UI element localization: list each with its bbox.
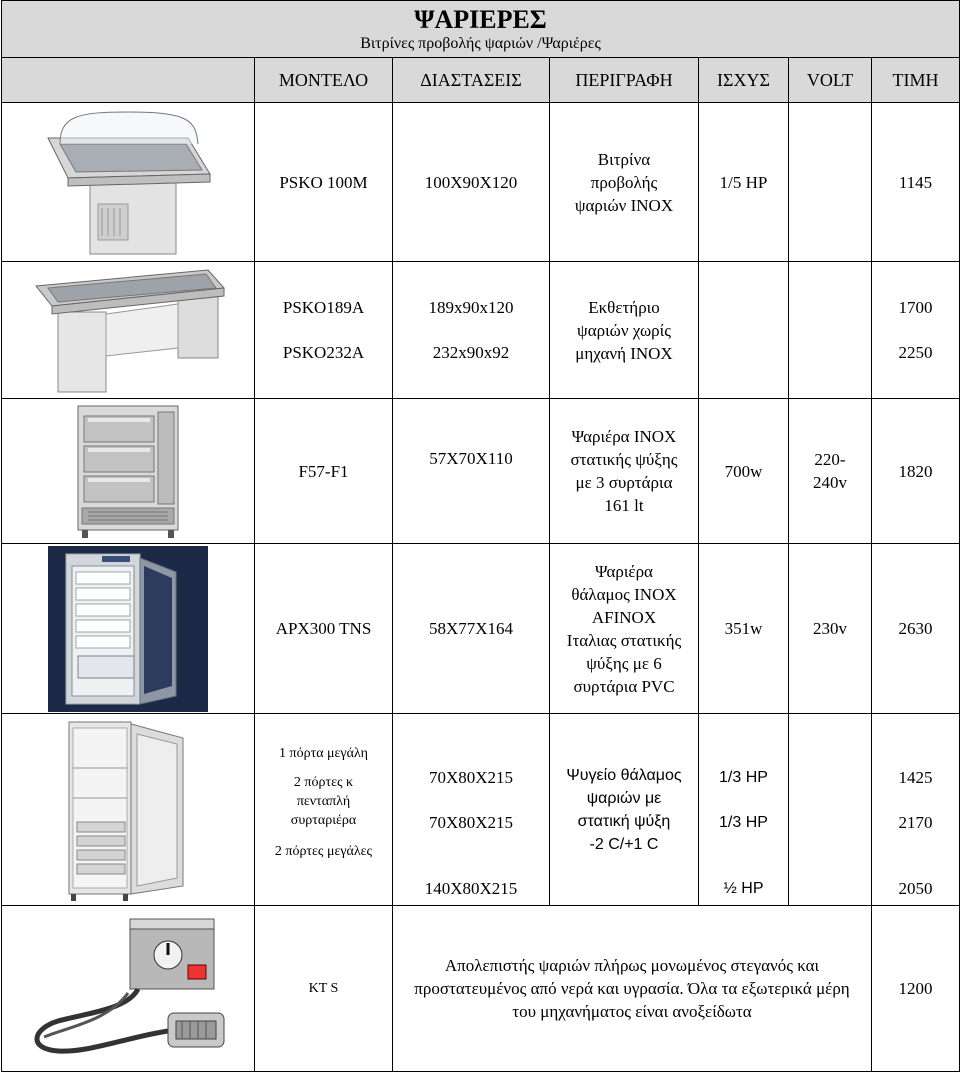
- model-cell: F57-F1: [255, 399, 393, 544]
- dimensions-cell: 58X77X164: [393, 544, 550, 714]
- description-cell: [550, 399, 699, 544]
- dimensions-cell: 57X70X110: [393, 399, 550, 544]
- drawer-cabinet-icon: [48, 402, 208, 540]
- power-line: 1/3 HP: [719, 769, 768, 786]
- volt-cell: [789, 103, 872, 262]
- table-row: [2, 714, 960, 906]
- product-image-cell: [2, 103, 255, 262]
- volt-cell: [789, 262, 872, 399]
- col-model-header: ΜΟΝΤΕΛΟ: [255, 58, 393, 103]
- model-cell: KT S: [255, 906, 393, 1072]
- col-power-header: ΙΣΧΥΣ: [699, 58, 789, 103]
- description-line: συρτάρια PVC: [573, 676, 675, 696]
- model-cell: APX300 TNS: [255, 544, 393, 714]
- page-title: ΨΑΡΙΕΡΕΣ: [414, 5, 547, 34]
- price-line: 1700: [898, 298, 933, 317]
- price-cell: 1145: [872, 103, 960, 262]
- description-line: Ιταλιας στατικής: [566, 630, 682, 650]
- dimensions-line: 70X80X215: [428, 768, 514, 787]
- description-line: Ψυγείο θάλαμος: [566, 766, 682, 784]
- dimensions-cell: [393, 262, 550, 399]
- description-line: ψαριών με: [586, 789, 662, 807]
- dimensions-line: 189x90x120: [428, 298, 514, 317]
- description-cell: [550, 714, 699, 906]
- description-line: AFINOX: [591, 607, 657, 627]
- volt-cell: [789, 714, 872, 906]
- product-image-cell: [2, 399, 255, 544]
- description-line: Ψαριέρα INOX: [571, 427, 677, 446]
- upright-fridge-icon: [53, 718, 203, 902]
- model-cell: [255, 714, 393, 906]
- price-cell: 2630: [872, 544, 960, 714]
- power-line: 1/3 HP: [719, 814, 768, 831]
- product-image-cell: [2, 906, 255, 1072]
- col-dimensions-header: ΔΙΑΣΤΑΣΕΙΣ: [393, 58, 550, 103]
- dimensions-cell: 100X90X120: [393, 103, 550, 262]
- image-column-header: [2, 58, 255, 103]
- description-line: θάλαμος INOX: [571, 584, 677, 604]
- fridge-open-door-icon: [48, 546, 208, 712]
- volt-line: 240v: [813, 473, 847, 492]
- model-line: 1 πόρτα μεγάλη: [279, 746, 368, 761]
- display-case-icon: [38, 108, 218, 256]
- price-line: 1425: [898, 768, 933, 787]
- col-price-header: ΤΙΜΗ: [872, 58, 960, 103]
- table-row: [2, 262, 960, 399]
- price-table: [1, 0, 960, 1072]
- dimensions-line: 140X80X215: [424, 879, 518, 898]
- table-row: [2, 103, 960, 262]
- power-cell: 1/5 HP: [699, 103, 789, 262]
- power-cell: [699, 262, 789, 399]
- dimensions-cell: [393, 714, 550, 906]
- title-block: [2, 1, 960, 58]
- col-description-header: ΠΕΡΙΓΡΑΦΗ: [550, 58, 699, 103]
- description-line: στατική ψύξη: [577, 812, 671, 830]
- price-cell: 1820: [872, 399, 960, 544]
- description-line: Ψαριέρα: [595, 561, 653, 581]
- price-cell: [872, 714, 960, 906]
- product-image-cell: [2, 262, 255, 399]
- description-cell: [550, 103, 699, 262]
- product-image-cell: [2, 544, 255, 714]
- volt-cell: [789, 399, 872, 544]
- price-line: 2250: [898, 343, 933, 362]
- model-line: 2 πόρτες μεγάλες: [274, 844, 373, 859]
- description-line: Εκθετήριο: [588, 297, 660, 317]
- description-line: ψύξης με 6: [586, 653, 662, 673]
- model-line: PSKO232A: [282, 343, 365, 362]
- volt-line: 220-: [814, 450, 846, 469]
- description-line: προβολής: [590, 172, 658, 192]
- dimensions-line: 232x90x92: [432, 343, 510, 362]
- volt-cell: 230v: [789, 544, 872, 714]
- model-line: PSKO189A: [282, 298, 365, 317]
- price-line: 2050: [898, 879, 933, 898]
- description-cell: [550, 544, 699, 714]
- power-cell: 700w: [699, 399, 789, 544]
- table-row: [2, 399, 960, 544]
- model-line: 2 πόρτες κ πενταπλή συρταριέρα: [290, 775, 357, 828]
- table-row: [2, 906, 960, 1072]
- price-cell: [872, 262, 960, 399]
- model-cell: PSKO 100M: [255, 103, 393, 262]
- display-counter-icon: [28, 264, 228, 396]
- power-cell: 351w: [699, 544, 789, 714]
- page-subtitle: Βιτρίνες προβολής ψαριών /Ψαριέρες: [360, 35, 601, 52]
- power-line: ½ HP: [723, 880, 764, 897]
- description-line: ψαριών χωρίς: [577, 320, 671, 340]
- description-line: στατικής ψύξης: [570, 450, 678, 469]
- description-line: μηχανή INOX: [575, 343, 673, 363]
- description-line: με 3 συρτάρια: [575, 473, 673, 492]
- description-cell: [550, 262, 699, 399]
- table-row: [2, 544, 960, 714]
- price-cell: 1200: [872, 906, 960, 1072]
- dimensions-line: 70X80X215: [428, 813, 514, 832]
- column-header-row: [2, 58, 960, 103]
- power-cell: [699, 714, 789, 906]
- col-volt-header: VOLT: [789, 58, 872, 103]
- price-line: 2170: [898, 813, 933, 832]
- fish-scaler-icon: [18, 909, 238, 1069]
- product-image-cell: [2, 714, 255, 906]
- description-cell: [393, 906, 872, 1072]
- description-line: -2 C/+1 C: [589, 835, 659, 853]
- description-line: Βιτρίνα: [597, 149, 651, 169]
- description-line: ψαριών INOX: [574, 195, 674, 215]
- model-cell: [255, 262, 393, 399]
- description-text: Απολεπιστής ψαριών πλήρως μονωμένος στεγανός και προστατευμένος από νερά και υγρασία. Όλα τα εξωτερικά μέρη του μηχανήματος είναι ανοξείδωτα: [414, 956, 850, 1021]
- description-line: 161 lt: [604, 496, 644, 515]
